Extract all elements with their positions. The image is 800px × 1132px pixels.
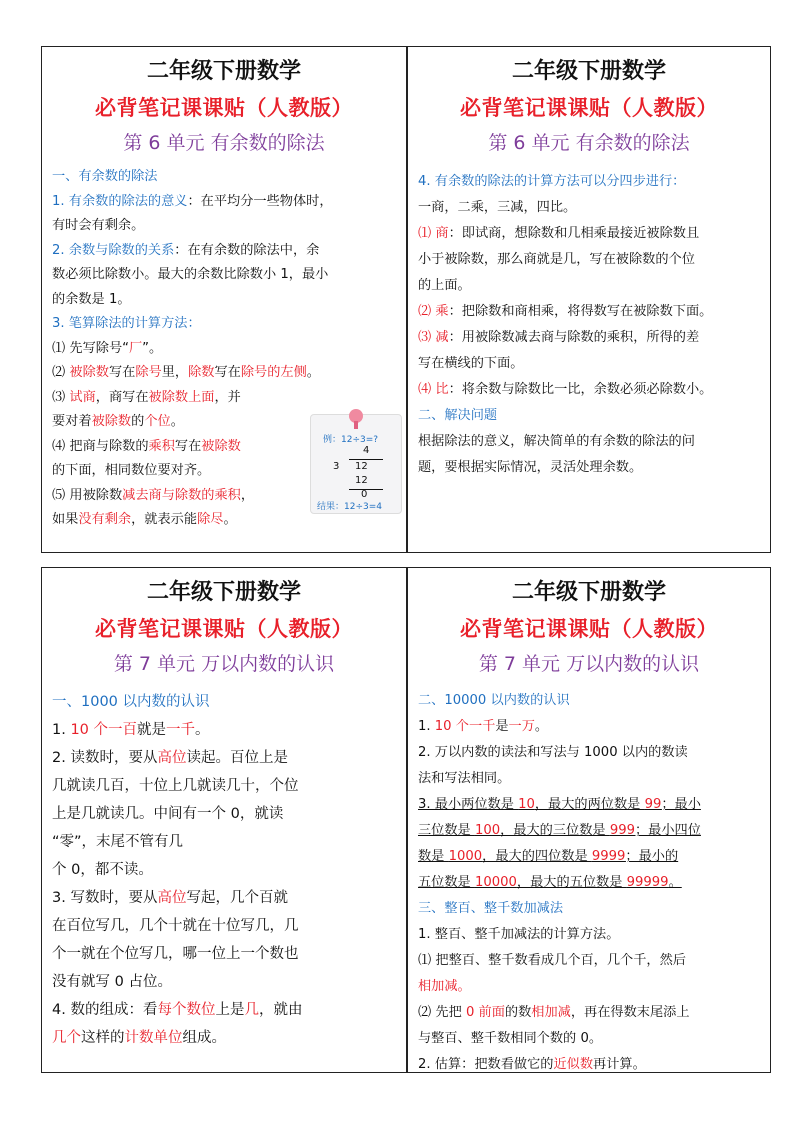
paragraph: 在百位写几，几个十就在十位写几，几 bbox=[52, 918, 299, 934]
paragraph: 的上面。 bbox=[418, 278, 471, 293]
subtitle: 必背笔记课课贴（人教版） bbox=[460, 96, 718, 120]
paragraph: ⑵ 被除数写在除号里，除数写在除号的左侧。 bbox=[52, 365, 320, 380]
paragraph: ⑸ 用被除数减去商与除数的乘积， bbox=[52, 487, 255, 503]
paragraph: 1. 10 个一百就是一千。 bbox=[52, 722, 210, 738]
subtitle: 必背笔记课课贴（人教版） bbox=[460, 617, 718, 641]
card-body bbox=[408, 678, 770, 1073]
section-heading: 三、整百、整千数加减法 bbox=[418, 901, 564, 916]
subtitle: 必背笔记课课贴（人教版） bbox=[95, 96, 353, 120]
paragraph: 2. 读数时，要从高位读起。百位上是 bbox=[52, 750, 288, 766]
paragraph: 与整百、整千数相同个数的 0。 bbox=[418, 1031, 603, 1046]
dividend: 12 bbox=[355, 461, 368, 472]
paragraph: 要对着被除数的个位。 bbox=[52, 414, 184, 429]
paragraph: 个 0，都不读。 bbox=[52, 862, 153, 878]
paragraph: 三位数是 100，最大的三位数是 999；最小四位 bbox=[418, 823, 701, 838]
paragraph: ⑵ 乘：把除数和商相乘，将得数写在被除数下面。 bbox=[418, 304, 713, 319]
paragraph: 3. 最小两位数是 10，最大的两位数是 99；最小 bbox=[418, 797, 701, 812]
paragraph: 五位数是 10000，最大的五位数是 99999。 bbox=[418, 875, 682, 890]
paragraph: 一商，二乘，三减，四比。 bbox=[418, 200, 577, 215]
paragraph: ⑵ 先把 0 前面的数相加减，再在得数末尾添上 bbox=[418, 1005, 690, 1020]
paragraph: ⑴ 把整百、整千数看成几个百，几个千，然后 bbox=[418, 953, 686, 968]
long-division-illustration bbox=[310, 414, 402, 514]
paragraph: 几就读几百，十位上几就读几十，个位 bbox=[52, 778, 299, 794]
paragraph: 上是几就读几。中间有一个 0，就读 bbox=[52, 806, 284, 822]
grade-title: 二年级下册数学 bbox=[146, 59, 301, 84]
paragraph: 相加减。 bbox=[418, 979, 471, 994]
note-card-unit7-part2 bbox=[407, 567, 771, 1073]
paragraph: 小于被除数，那么商就是几，写在被除数的个位 bbox=[418, 252, 695, 267]
result-label: 结果：12÷3=4 bbox=[317, 502, 382, 512]
paragraph: 数是 1000，最大的四位数是 9999；最小的 bbox=[418, 849, 679, 864]
grade-title: 二年级下册数学 bbox=[146, 580, 301, 605]
paragraph: 1. 有余数的除法的意义：在平均分一些物体时， bbox=[52, 193, 333, 209]
divisor: 3 bbox=[333, 461, 340, 472]
unit-title: 第 6 单元 有余数的除法 bbox=[488, 132, 690, 154]
paragraph: 写在横线的下面。 bbox=[418, 356, 524, 371]
paragraph: ⑴ 商：即试商，想除数和几相乘最接近被除数且 bbox=[418, 226, 700, 241]
paragraph: ⑷ 比：将余数与除数比一比，余数必须必除数小。 bbox=[418, 382, 713, 397]
paragraph: 2. 估算：把数看做它的近似数再计算。 bbox=[418, 1057, 646, 1072]
example-label: 例：12÷3=? bbox=[323, 435, 379, 445]
pushpin-icon bbox=[349, 409, 363, 423]
paragraph: 有时会有剩余。 bbox=[52, 218, 145, 233]
paragraph: 3. 笔算除法的计算方法： bbox=[52, 316, 201, 331]
paragraph: 根据除法的意义，解决简单的有余数的除法的问 bbox=[418, 434, 695, 449]
unit-title: 第 6 单元 有余数的除法 bbox=[123, 132, 325, 154]
card-body bbox=[42, 678, 406, 1052]
paragraph: 3. 写数时，要从高位写起，几个百就 bbox=[52, 890, 288, 906]
paragraph: 几个这样的计数单位组成。 bbox=[52, 1030, 226, 1046]
paragraph: 2. 余数与除数的关系：在有余数的除法中，余 bbox=[52, 242, 320, 258]
section-heading: 二、10000 以内数的认识 bbox=[418, 693, 570, 708]
paragraph: ⑶ 试商，商写在被除数上面，并 bbox=[52, 389, 241, 405]
paragraph: 1. 10 个一千是一万。 bbox=[418, 719, 549, 734]
product: 12 bbox=[355, 475, 368, 486]
section-heading: 一、1000 以内数的认识 bbox=[52, 694, 210, 710]
grade-title: 二年级下册数学 bbox=[511, 59, 666, 84]
paragraph: 个一就在个位写几，哪一位上一个数也 bbox=[52, 946, 299, 962]
note-card-unit6-part1 bbox=[41, 46, 407, 553]
card-header bbox=[42, 57, 406, 157]
card-header bbox=[42, 578, 406, 678]
unit-title: 第 7 单元 万以内数的认识 bbox=[478, 653, 700, 675]
subtitle: 必背笔记课课贴（人教版） bbox=[95, 617, 353, 641]
card-header bbox=[408, 578, 770, 678]
paragraph: 如果没有剩余，就表示能除尽。 bbox=[52, 512, 237, 527]
paragraph: 的余数是 1。 bbox=[52, 291, 131, 307]
division-bar bbox=[349, 459, 383, 460]
note-card-unit7-part1 bbox=[41, 567, 407, 1073]
paragraph: ⑷ 把商与除数的乘积写在被除数 bbox=[52, 438, 241, 454]
card-header bbox=[408, 57, 770, 157]
paragraph: 4. 数的组成：看每个数位上是几，就由 bbox=[52, 1002, 303, 1018]
grade-title: 二年级下册数学 bbox=[511, 580, 666, 605]
section-heading: 二、解决问题 bbox=[418, 408, 498, 423]
paragraph: ⑶ 减：用被除数减去商与除数的乘积，所得的差 bbox=[418, 330, 700, 345]
paragraph: ⑴ 先写除号“厂”。 bbox=[52, 340, 163, 356]
card-body bbox=[408, 157, 770, 481]
quotient: 4 bbox=[363, 445, 370, 456]
paragraph: 法和写法相同。 bbox=[418, 771, 511, 786]
paragraph: 1. 整百、整千加减法的计算方法。 bbox=[418, 927, 620, 942]
paragraph: 4. 有余数的除法的计算方法可以分四步进行： bbox=[418, 174, 686, 189]
paragraph: 的下面，相同数位要对齐。 bbox=[52, 463, 211, 478]
paragraph: 2. 万以内数的读法和写法与 1000 以内的数读 bbox=[418, 745, 688, 760]
note-card-unit6-part2 bbox=[407, 46, 771, 553]
unit-title: 第 7 单元 万以内数的认识 bbox=[113, 653, 335, 675]
paragraph: 没有就写 0 占位。 bbox=[52, 974, 172, 990]
remainder: 0 bbox=[361, 489, 368, 500]
section-heading: 一、有余数的除法 bbox=[52, 169, 158, 184]
paragraph: 数必须比除数小。最大的余数比除数小 1，最小 bbox=[52, 267, 329, 282]
paragraph: “零”，末尾不管有几 bbox=[52, 834, 184, 850]
paragraph: 题，要根据实际情况，灵活处理余数。 bbox=[418, 460, 643, 475]
